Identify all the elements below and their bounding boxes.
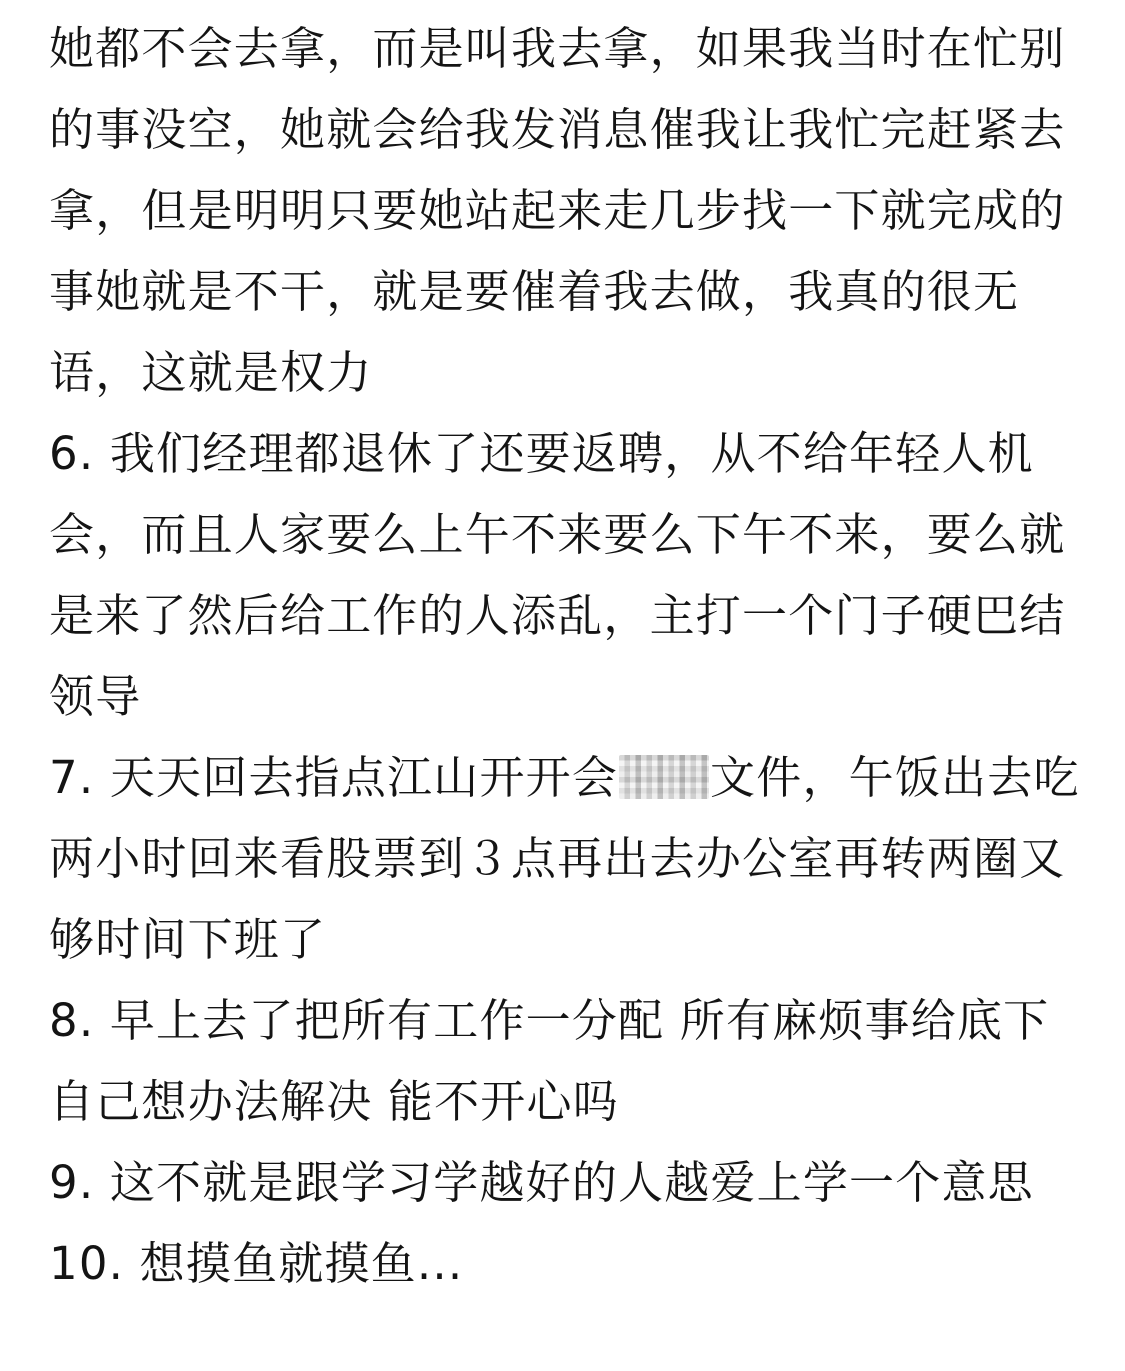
paragraph-continuation: 她都不会去拿，而是叫我去拿，如果我当时在忙别的事没空，她就会给我发消息催我让我忙完赶紧去拿，但是明明只要她站起来走几步找一下就完成的事她就是不干，就是要催着我去做，我真的很无语，这就是权力: [49, 22, 1066, 399]
list-item-7-text-start: 7. 天天回去指点江山开开会: [49, 751, 619, 804]
list-item-7-text-end: 文件，午饭出去吃两小时回来看股票到３点再出去办公室再转两圈又够时间下班了: [49, 751, 1080, 966]
post-body: [49, 8, 1089, 1304]
list-item-10: 10. 想摸鱼就摸鱼...: [49, 1237, 464, 1290]
censored-mosaic: [619, 755, 709, 799]
list-item-9: 9. 这不就是跟学习学越好的人越爱上学一个意思: [49, 1156, 1034, 1209]
list-item-6: 6. 我们经理都退休了还要返聘，从不给年轻人机会，而且人家要么上午不来要么下午不来，要么就是来了然后给工作的人添乱，主打一个门子硬巴结领导: [49, 427, 1066, 723]
list-item-8: 8. 早上去了把所有工作一分配 所有麻烦事给底下自己想办法解决 能不开心吗: [49, 994, 1050, 1128]
list-item-7: [49, 737, 1089, 980]
